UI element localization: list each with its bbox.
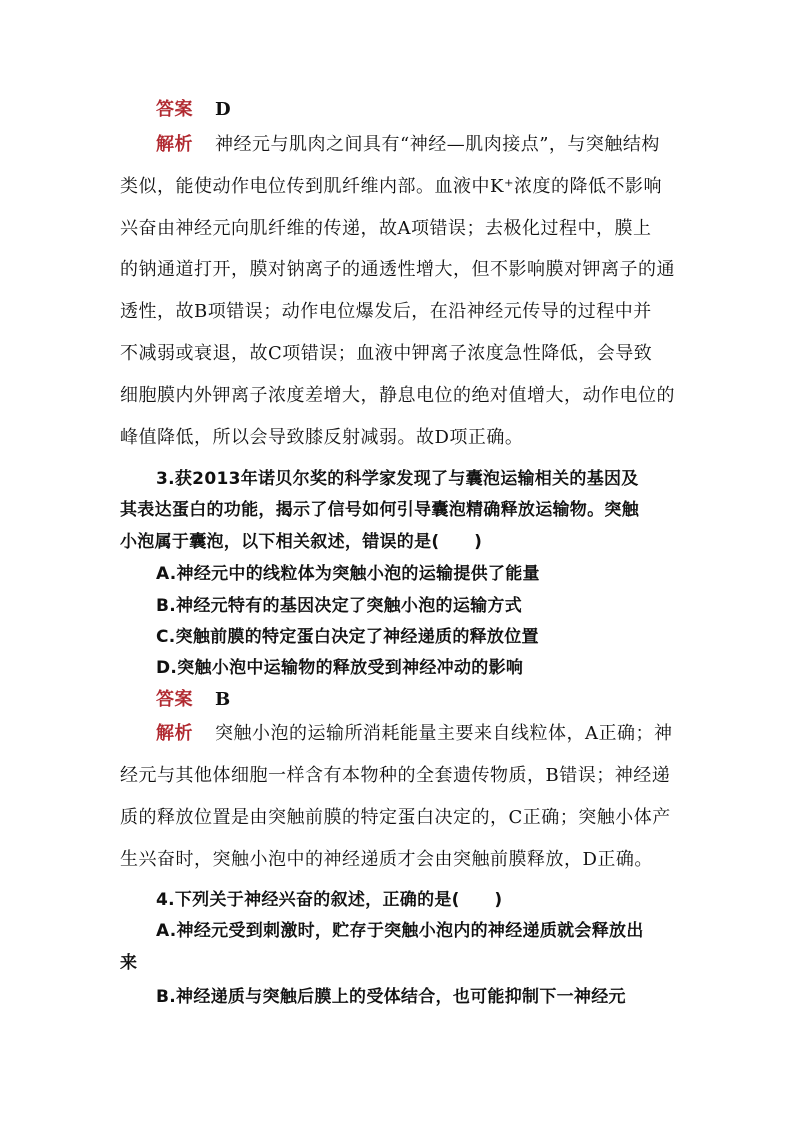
q2-answer-line (156, 98, 716, 122)
q2-analysis-line-7: 峰值降低，所以会导致膝反射减弱。故D项正确。 (120, 427, 524, 448)
analysis-label: 解析 (156, 723, 193, 744)
q4-option-b: B.神经递质与突触后膜上的受体结合，也可能抑制下一神经元 (156, 987, 626, 1007)
q2-analysis-line-0 (156, 133, 716, 157)
analysis-text: 神经元与肌肉之间具有“神经—肌肉接点”，与突触结构 (215, 134, 660, 155)
q2-analysis-line-1: 类似，能使动作电位传到肌纤维内部。血液中K⁺浓度的降低不影响 (120, 176, 662, 197)
analysis-text: 突触小泡的运输所消耗能量主要来自线粒体，A正确；神 (215, 723, 673, 744)
q2-analysis-line-4: 透性，故B项错误；动作电位爆发后，在沿神经元传导的过程中并 (120, 301, 652, 322)
q3-stem-line-1: 其表达蛋白的功能，揭示了信号如何引导囊泡精确释放运输物。突触 (120, 500, 639, 520)
q2-analysis-line-2: 兴奋由神经元向肌纤维的传递，故A项错误；去极化过程中，膜上 (120, 218, 652, 239)
q3-option-d: D.突触小泡中运输物的释放受到神经冲动的影响 (156, 658, 524, 678)
answer-value: D (215, 99, 232, 120)
q3-analysis-line-2: 质的释放位置是由突触前膜的特定蛋白决定的，C正确；突触小体产 (120, 807, 671, 828)
q2-analysis-line-6: 细胞膜内外钾离子浓度差增大，静息电位的绝对值增大，动作电位的 (120, 385, 675, 406)
q3-answer-line (156, 688, 716, 712)
answer-label: 答案 (156, 689, 193, 710)
q3-analysis-line-3: 生兴奋时，突触小泡中的神经递质才会由突触前膜释放，D正确。 (120, 849, 653, 870)
q2-analysis-line-5: 不减弱或衰退，故C项错误；血液中钾离子浓度急性降低，会导致 (120, 343, 653, 364)
q3-stem-line-2: 小泡属于囊泡，以下相关叙述，错误的是( ) (120, 532, 483, 552)
q3-analysis-line-0 (156, 722, 716, 746)
q3-stem-line-0: 3.获2013年诺贝尔奖的科学家发现了与囊泡运输相关的基因及 (156, 469, 639, 489)
q2-analysis-line-3: 的钠通道打开，膜对钠离子的通透性增大，但不影响膜对钾离子的通 (120, 259, 675, 280)
q3-analysis-line-1: 经元与其他体细胞一样含有本物种的全套遗传物质，B错误；神经递 (120, 765, 671, 786)
answer-value: B (215, 689, 231, 710)
analysis-label: 解析 (156, 134, 193, 155)
q3-option-a: A.神经元中的线粒体为突触小泡的运输提供了能量 (156, 564, 540, 584)
q3-option-b: B.神经元特有的基因决定了突触小泡的运输方式 (156, 596, 523, 616)
q3-option-c: C.突触前膜的特定蛋白决定了神经递质的释放位置 (156, 627, 539, 647)
q4-option-a-cont: 来 (120, 953, 138, 973)
answer-label: 答案 (156, 99, 193, 120)
q4-option-a: A.神经元受到刺激时，贮存于突触小泡内的神经递质就会释放出 (156, 921, 644, 941)
q4-stem-line-0: 4.下列关于神经兴奋的叙述，正确的是( ) (156, 890, 503, 910)
